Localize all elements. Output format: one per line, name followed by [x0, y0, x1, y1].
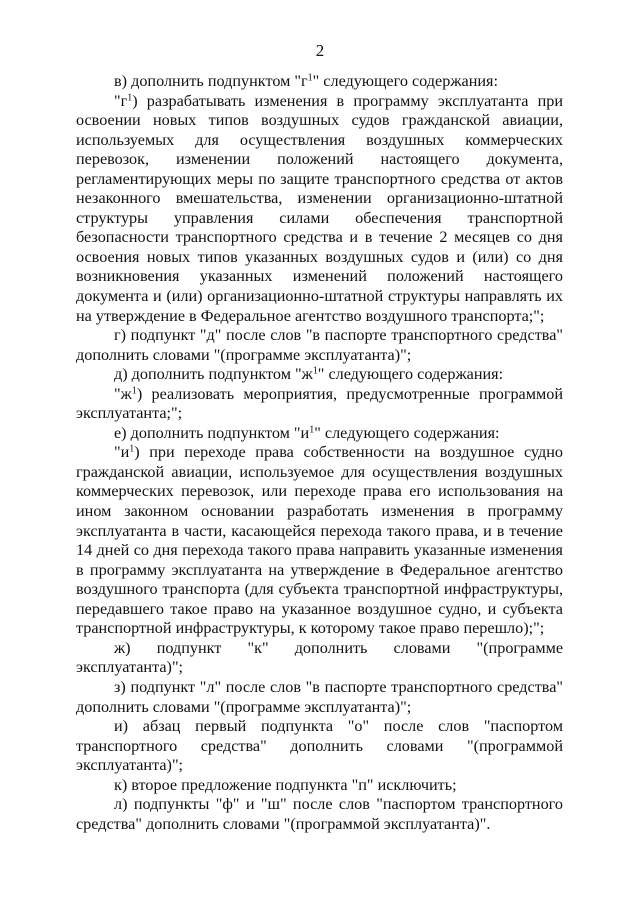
paragraph-zh1-text: "$ж^1$) реализовать мероприятия, предусмотренные программой эксплуатанта;"; [76, 384, 563, 423]
paragraph-e: е) дополнить подпунктом "$и^1$" следующего содержания: [114, 423, 500, 442]
paragraph-k: к) второе предложение подпункта "п" исключить; [114, 775, 457, 794]
paragraph-d: д) дополнить подпунктом "$ж^1$" следующего содержания: [114, 365, 504, 384]
document-body [76, 72, 563, 834]
paragraph-g: г) подпункт "д" после слов "в паспорте транспортного средства" дополнить словами "(программе эксплуатанта)"; [76, 326, 563, 364]
paragraph-i1-text: "$и^1$) при переходе права собственности на воздушное судно гражданской авиации, используемое для осуществления воздушных коммерческих перевозок, или переходе права его использования на ином законном основании разработать изменения в программу эксплуатанта в части, касающейся перехода такого права, и в течение 14 дней со дня перехода такого права направить указанные изменения в программу эксплуатанта на утверждение в Федеральное агентство воздушного транспорта (для субъекта транспортной инфраструктуры, передавшего такое право на указанное воздушное судно, и субъекта транспортной инфраструктуры, к которому такое право перешло);"; [76, 443, 563, 638]
paragraph-z: з) подпункт "л" после слов "в паспорте транспортного средства" дополнить словами "(программе эксплуатанта)"; [76, 677, 563, 716]
paragraph-l: л) подпункты "ф" и "ш" после слов "паспортом транспортного средства" дополнить словами "(программой эксплуатанта)". [76, 795, 563, 833]
paragraph-v: в) дополнить подпунктом "$г^1$" следующего содержания: [114, 72, 498, 90]
paragraph-i: и) абзац первый подпункта "о" после слов "паспортом транспортного средства" дополнить словами "(программой эксплуатанта)"; [76, 717, 563, 775]
paragraph-g1-text: "$г^1$) разрабатывать изменения в программу эксплуатанта при освоении новых типов воздушных судов гражданской авиации, используемых для осуществления воздушных коммерческих перевозок, изменении положений настоящего документа, регламентирующих меры по защите транспортного средства от актов незаконного вмешательства, изменении организационно-штатной структуры управления силами обеспечения транспортной безопасности транспортного средства и в течение 2 месяцев со дня освоения новых типов указанных воздушных судов и (или) со дня возникновения указанных изменений положений настоящего документа и (или) организационно-штатной структуры направлять их на утверждение в Федеральное агентство воздушного транспорта;"; [76, 91, 563, 325]
page-number: 2 [315, 41, 325, 60]
paragraph-zh: ж) подпункт "к" дополнить словами "(программе эксплуатанта)"; [76, 638, 563, 677]
